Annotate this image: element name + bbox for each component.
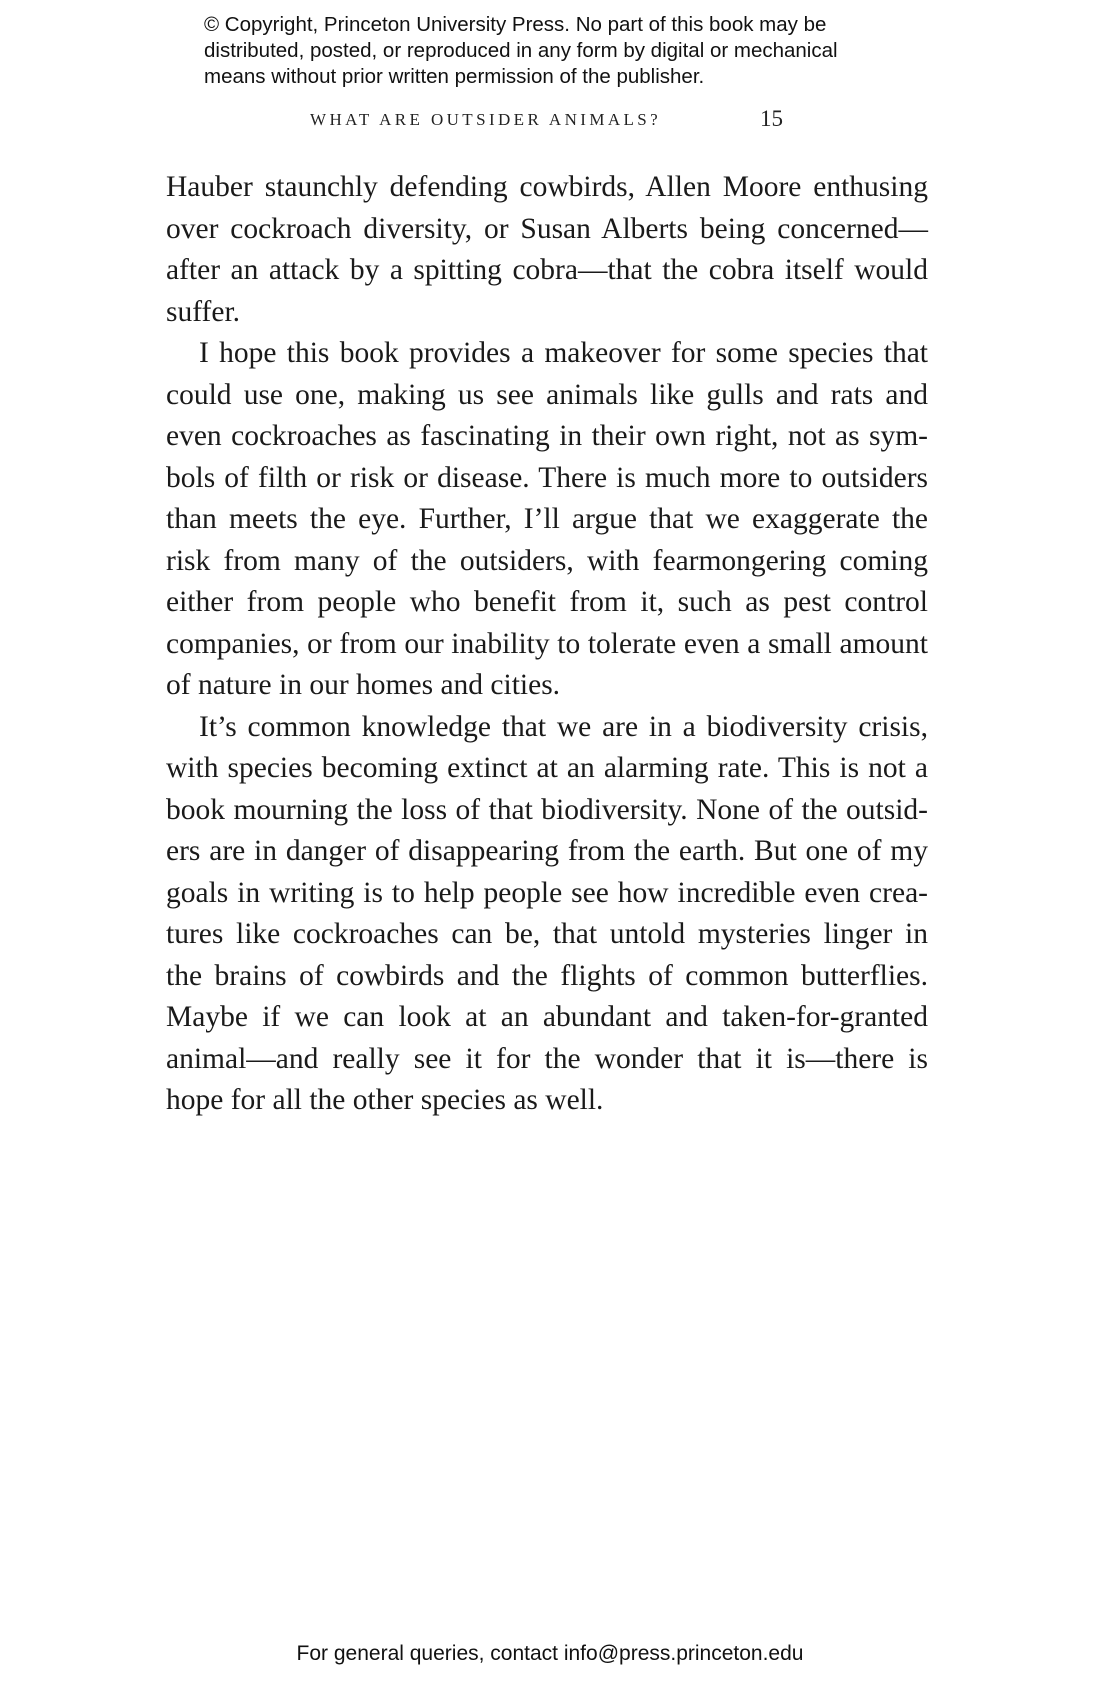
text-line: risk from many of the outsiders, with fearmongering coming xyxy=(166,544,928,577)
copyright-line: distributed, posted, or reproduced in any form by digital or mechanical xyxy=(204,39,838,62)
text-line: It’s common knowledge that we are in a biodiversity crisis, xyxy=(199,710,928,743)
copyright-line: means without prior written permission of the publisher. xyxy=(204,65,705,88)
text-line: ers are in danger of disappearing from the earth. But one of my xyxy=(166,835,928,867)
running-head-title: WHAT ARE OUTSIDER ANIMALS? xyxy=(310,110,662,129)
paragraph xyxy=(166,167,928,333)
text-line: tures like cockroaches can be, that untold mysteries linger in xyxy=(166,918,928,950)
text-line: with species becoming extinct at an alarming rate. This is not a xyxy=(166,752,928,784)
text-line: either from people who benefit from it, such as pest control xyxy=(166,586,928,618)
text-line: after an attack by a spitting cobra—that the cobra itself would xyxy=(166,254,928,286)
text-line: the brains of cowbirds and the flights of common butterflies. xyxy=(166,959,928,992)
text-line: over cockroach diversity, or Susan Alberts being concerned— xyxy=(166,212,928,245)
text-line: Hauber staunchly defending cowbirds, Allen Moore enthusing xyxy=(166,171,928,203)
text-line: animal—and really see it for the wonder that it is—there is xyxy=(166,1042,928,1075)
text-line: bols of filth or risk or disease. There is much more to outsiders xyxy=(166,461,928,494)
paragraph xyxy=(166,333,928,707)
paragraph xyxy=(166,707,928,1122)
text-line: could use one, making us see animals like gulls and rats and xyxy=(166,378,928,411)
text-line: even cockroaches as fascinating in their own right, not as sym- xyxy=(166,420,928,452)
body-text xyxy=(166,167,928,1122)
text-line: goals in writing is to help people see how incredible even crea- xyxy=(166,876,928,909)
copyright-notice xyxy=(204,12,924,90)
footer-contact: For general queries, contact info@press.princeton.edu xyxy=(296,1642,804,1665)
text-line: hope for all the other species as well. xyxy=(166,1084,604,1116)
page-number: 15 xyxy=(760,106,783,131)
text-line: companies, or from our inability to tolerate even a small amount xyxy=(166,627,928,660)
text-line: suffer. xyxy=(166,295,241,328)
text-line: Maybe if we can look at an abundant and taken-for-granted xyxy=(166,1001,928,1033)
text-line: of nature in our homes and cities. xyxy=(166,669,561,701)
text-line: book mourning the loss of that biodiversity. None of the outsid- xyxy=(166,793,928,826)
text-line: than meets the eye. Further, I’ll argue that we exaggerate the xyxy=(166,503,928,535)
copyright-line: © Copyright, Princeton University Press. No part of this book may be xyxy=(204,13,827,36)
text-line: I hope this book provides a makeover for some species that xyxy=(199,337,928,369)
